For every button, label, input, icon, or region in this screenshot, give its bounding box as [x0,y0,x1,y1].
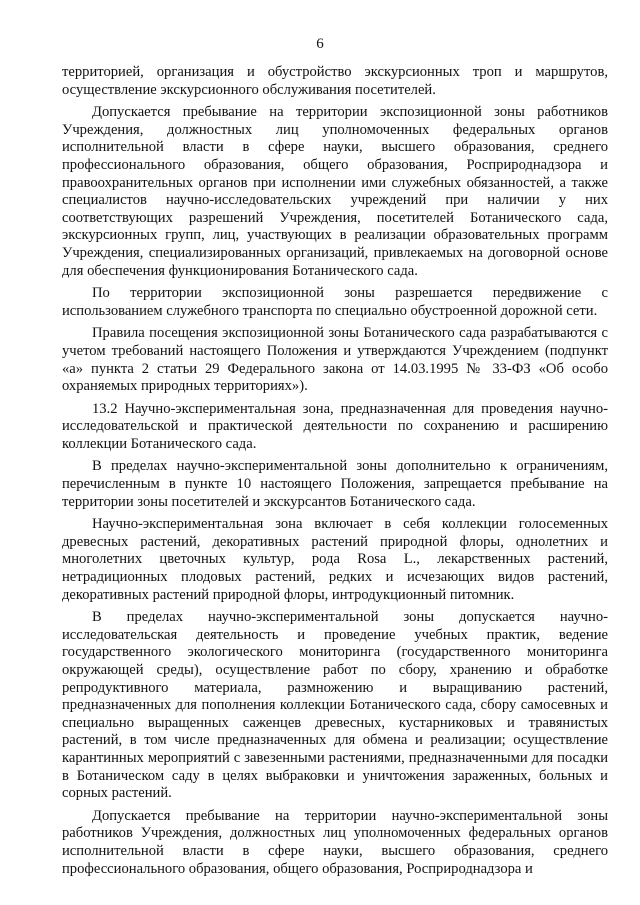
paragraph-experimental-zone-collections: Научно-экспериментальная зона включает в себя коллекции голосеменных древесных растений, декоративных растений природной флоры, однолетних и многолетних цветочных культур, рода Rosa L., лекарственных растений, нетрадиционных плодовых растений, редких и исчезающих видов растений, декоративных растений природной флоры, интродукционный питомник. [62,516,608,603]
paragraph-section-13-2: 13.2 Научно-экспериментальная зона, предназначенная для проведения научно-исследовательской и практической деятельности по сохранению и расширению коллекции Ботанического сада. [62,400,608,452]
paragraph-experimental-zone-access: Допускается пребывание на территории научно-экспериментальной зоны работников Учреждения, должностных лиц уполномоченных федеральных органов исполнительной власти в сфере науки, высшего образования, среднего профессионального образования, общего образования, Росприроднадзора и [62,807,608,877]
paragraph-exposition-zone-transport: По территории экспозиционной зоны разрешается передвижение с использованием служебного транспорта по специально обустроенной дорожной сети. [62,285,608,319]
paragraph-experimental-zone-restrictions: В пределах научно-экспериментальной зоны дополнительно к ограничениям, перечисленным в пункте 10 настоящего Положения, запрещается пребывание на территории зоны посетителей и экскурсантов Ботанического сада. [62,458,608,510]
paragraph-exposition-zone-rules: Правила посещения экспозиционной зоны Ботанического сада разрабатываются с учетом требований настоящего Положения и утверждаются Учреждением (подпункт «а» пункта 2 статьи 29 Федерального закона от 14.03.1995 № 33-ФЗ «Об особо охраняемых природных территориях»). [62,325,608,395]
paragraph-exposition-zone-access: Допускается пребывание на территории экспозиционной зоны работников Учреждения, должностных лиц уполномоченных федеральных органов исполнительной власти в сфере науки, высшего образования, среднего профессионального образования, общего образования, Росприроднадзора и правоохранительных органов при исполнении ими служебных обязанностей, а также специалистов научно-исследовательских учреждений при наличии у них соответствующих разрешений Учреждения, посетителей Ботанического сада, экскурсионных групп, лиц, участвующих в реализации образовательных программ Учреждения, специализированных организаций, привлекаемых на договорной основе для обеспечения функционирования Ботанического сада. [62,104,608,279]
paragraph-continuation: территорией, организация и обустройство экскурсионных троп и маршрутов, осуществление экскурсионного обслуживания посетителей. [62,64,608,98]
paragraph-experimental-zone-activities: В пределах научно-экспериментальной зоны допускается научно-исследовательская деятельность и проведение учебных практик, ведение государственного экологического мониторинга (государственного мониторинга окружающей среды), осуществление работ по сбору, хранению и обработке репродуктивного материала, размножению и выращиванию растений, предназначенных для пополнения коллекции Ботанического сада, сбору самосевных и специально выращенных саженцев древесных, кустарниковых и травянистых растений, в том числе предназначенных для обмена и реализации; осуществление карантинных мероприятий с завезенными растениями, предназначенными для посадки в Ботаническом саду в целях выбраковки и уничтожения зараженных, больных и сорных растений. [62,609,608,802]
page-number: 6 [316,36,324,52]
document-body [62,64,608,883]
